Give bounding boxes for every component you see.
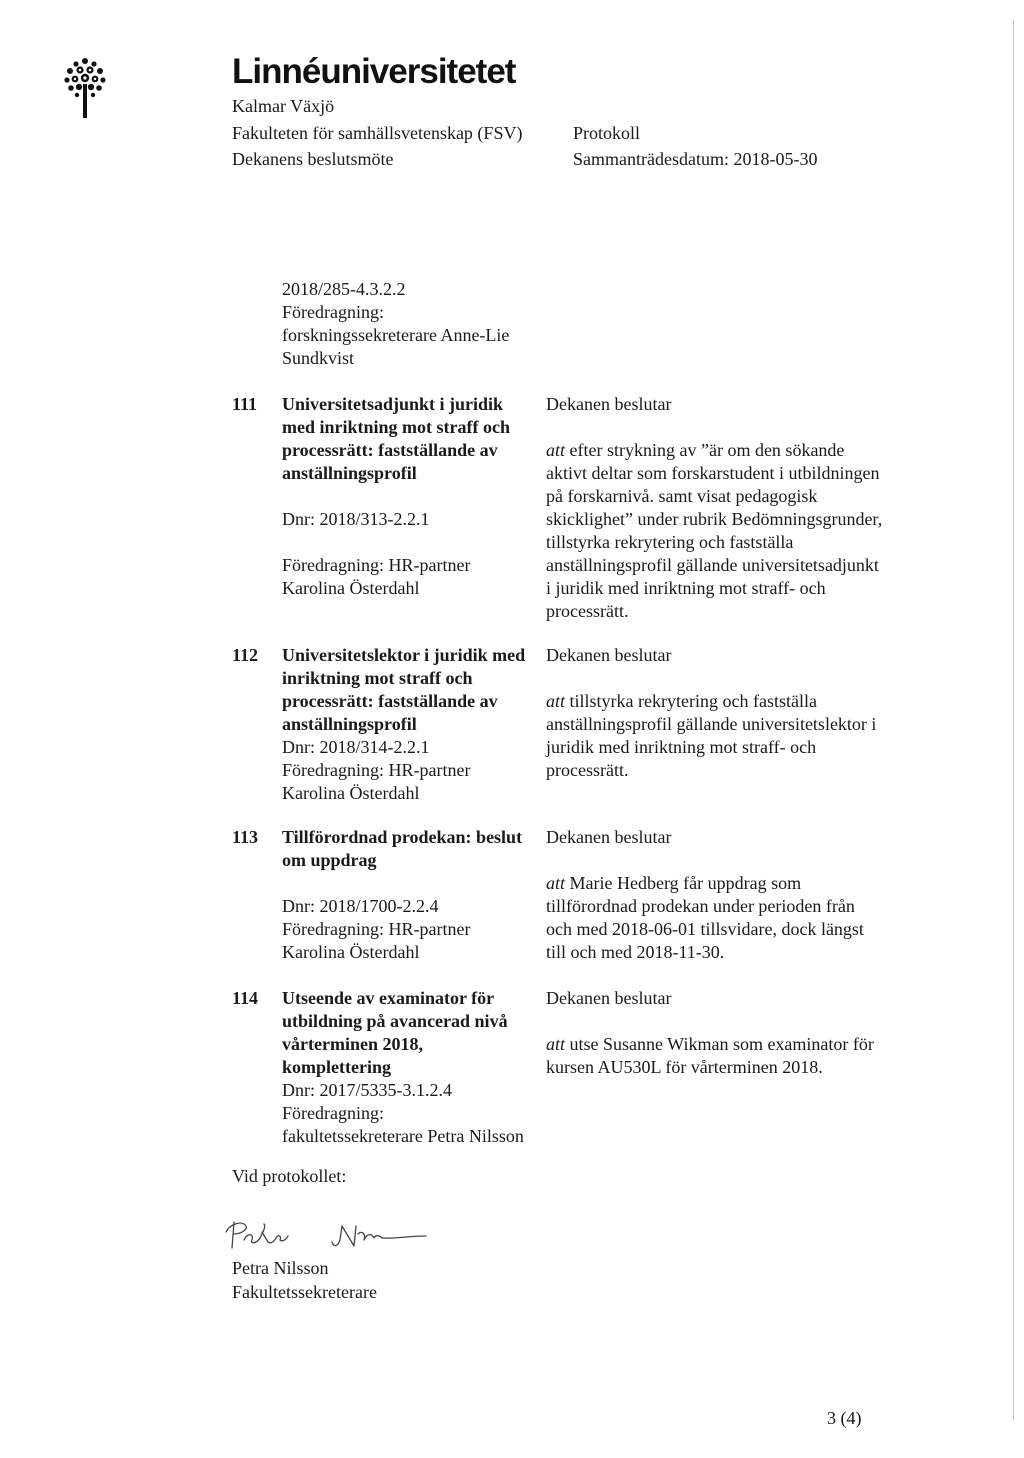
decision-line: processrätt. [546, 601, 629, 621]
carryover-line: Sundkvist [282, 348, 355, 368]
decision-line: och med 2018-06-01 tillsvidare, dock längst [546, 919, 864, 939]
att-word: att [546, 873, 566, 893]
faculty-name: Fakulteten för samhällsvetenskap (FSV) [232, 123, 523, 143]
decision-line: i juridik med inriktning mot straff- och [546, 578, 826, 598]
decision-heading: Dekanen beslutar [546, 394, 672, 414]
item-title-line: utbildning på avancerad nivå [282, 1011, 508, 1031]
item-presenter-line: Karolina Österdahl [282, 942, 420, 962]
meeting-name: Dekanens beslutsmöte [232, 149, 394, 169]
item-title-line: Tillförordnad prodekan: beslut [282, 827, 523, 847]
decision-line: juridik med inriktning mot straff- och [546, 737, 817, 757]
item-title-line: om uppdrag [282, 850, 377, 870]
decision-line: till och med 2018-11-30. [546, 942, 725, 962]
item-left-column [282, 826, 544, 964]
item-dnr: Dnr: 2017/5335-3.1.2.4 [282, 1080, 452, 1100]
decision-line: processrätt. [546, 760, 629, 780]
page-number: 3 (4) [827, 1408, 862, 1428]
item-dnr: Dnr: 2018/1700-2.2.4 [282, 896, 439, 916]
carryover-line: Föredragning: [282, 302, 384, 322]
decision-line: tillförordnad prodekan under perioden från [546, 896, 855, 916]
att-word: att [546, 1034, 566, 1054]
decision-heading: Dekanen beslutar [546, 645, 672, 665]
item-title-line: inriktning mot straff och [282, 668, 473, 688]
tree-logo-icon [62, 56, 108, 120]
decision-line: att tillstyrka rekrytering och fastställa [546, 691, 817, 711]
item-right-column [546, 644, 926, 782]
item-dnr: Dnr: 2018/313-2.2.1 [282, 509, 430, 529]
university-subtitle: Kalmar Växjö [232, 96, 335, 116]
item-title-line: vårterminen 2018, [282, 1034, 423, 1054]
carryover-line: forskningssekreterare Anne-Lie [282, 325, 510, 345]
att-word: att [546, 440, 566, 460]
signer-role: Fakultetssekreterare [232, 1282, 377, 1302]
header-left [232, 120, 522, 172]
university-name: Linnéuniversitetet [232, 52, 516, 91]
item-presenter-line: Föredragning: [282, 1103, 384, 1123]
decision-line: kursen AU530L för vårterminen 2018. [546, 1057, 823, 1077]
carryover-dnr: 2018/285-4.3.2.2 [282, 279, 406, 299]
meeting-date: Sammanträdesdatum: 2018-05-30 [573, 149, 818, 169]
item-dnr: Dnr: 2018/314-2.2.1 [282, 737, 430, 757]
doc-type: Protokoll [573, 123, 641, 143]
item-right-column [546, 826, 926, 964]
item-number: 114 [232, 988, 259, 1008]
scan-edge-line [1013, 20, 1014, 1420]
item-left-column [282, 393, 544, 600]
decision-line: på forskarnivå. samt visat pedagogisk [546, 486, 818, 506]
decision-line: aktivt deltar som forskarstudent i utbildningen [546, 463, 880, 483]
handwritten-signature-icon [220, 1212, 480, 1258]
item-title-line: Universitetslektor i juridik med [282, 645, 526, 665]
item-number: 111 [232, 394, 258, 414]
item-presenter-line: Föredragning: HR-partner [282, 760, 471, 780]
decision-line: att utse Susanne Wikman som examinator för [546, 1034, 874, 1054]
item-left-column [282, 987, 544, 1148]
item-number: 113 [232, 827, 259, 847]
decision-line: anställningsprofil gällande universitetslektor i [546, 714, 877, 734]
signer-block [232, 1256, 377, 1304]
item-title-line: anställningsprofil [282, 463, 417, 483]
item-title-line: med inriktning mot straff och [282, 417, 510, 437]
item-right-column [546, 393, 926, 623]
item-presenter-line: Karolina Österdahl [282, 578, 420, 598]
item-presenter-line: Karolina Österdahl [282, 783, 420, 803]
item-title-line: komplettering [282, 1057, 391, 1077]
item-presenter-line: Föredragning: HR-partner [282, 919, 471, 939]
item-title-line: Universitetsadjunkt i juridik [282, 394, 504, 414]
decision-line: att Marie Hedberg får uppdrag som [546, 873, 802, 893]
decision-heading: Dekanen beslutar [546, 827, 672, 847]
item-left-column [282, 644, 544, 805]
minutes-label: Vid protokollet: [232, 1166, 347, 1186]
item-right-column [546, 987, 926, 1079]
decision-line: att efter strykning av ”är om den sökande [546, 440, 845, 460]
decision-heading: Dekanen beslutar [546, 988, 672, 1008]
item-number: 112 [232, 645, 259, 665]
item-presenter-line: Föredragning: HR-partner [282, 555, 471, 575]
decision-line: tillstyrka rekrytering och fastställa [546, 532, 794, 552]
att-word: att [546, 691, 566, 711]
item-presenter-line: fakultetssekreterare Petra Nilsson [282, 1126, 524, 1146]
item-title-line: processrätt: fastställande av [282, 440, 498, 460]
item-title-line: processrätt: fastställande av [282, 691, 498, 711]
item-title-line: anställningsprofil [282, 714, 417, 734]
item-title-line: Utseende av examinator för [282, 988, 495, 1008]
signer-name: Petra Nilsson [232, 1258, 329, 1278]
carryover-block [282, 278, 552, 370]
decision-line: anställningsprofil gällande universitetsadjunkt [546, 555, 879, 575]
header-right [573, 120, 817, 172]
decision-line: skicklighet” under rubrik Bedömningsgrunder, [546, 509, 883, 529]
